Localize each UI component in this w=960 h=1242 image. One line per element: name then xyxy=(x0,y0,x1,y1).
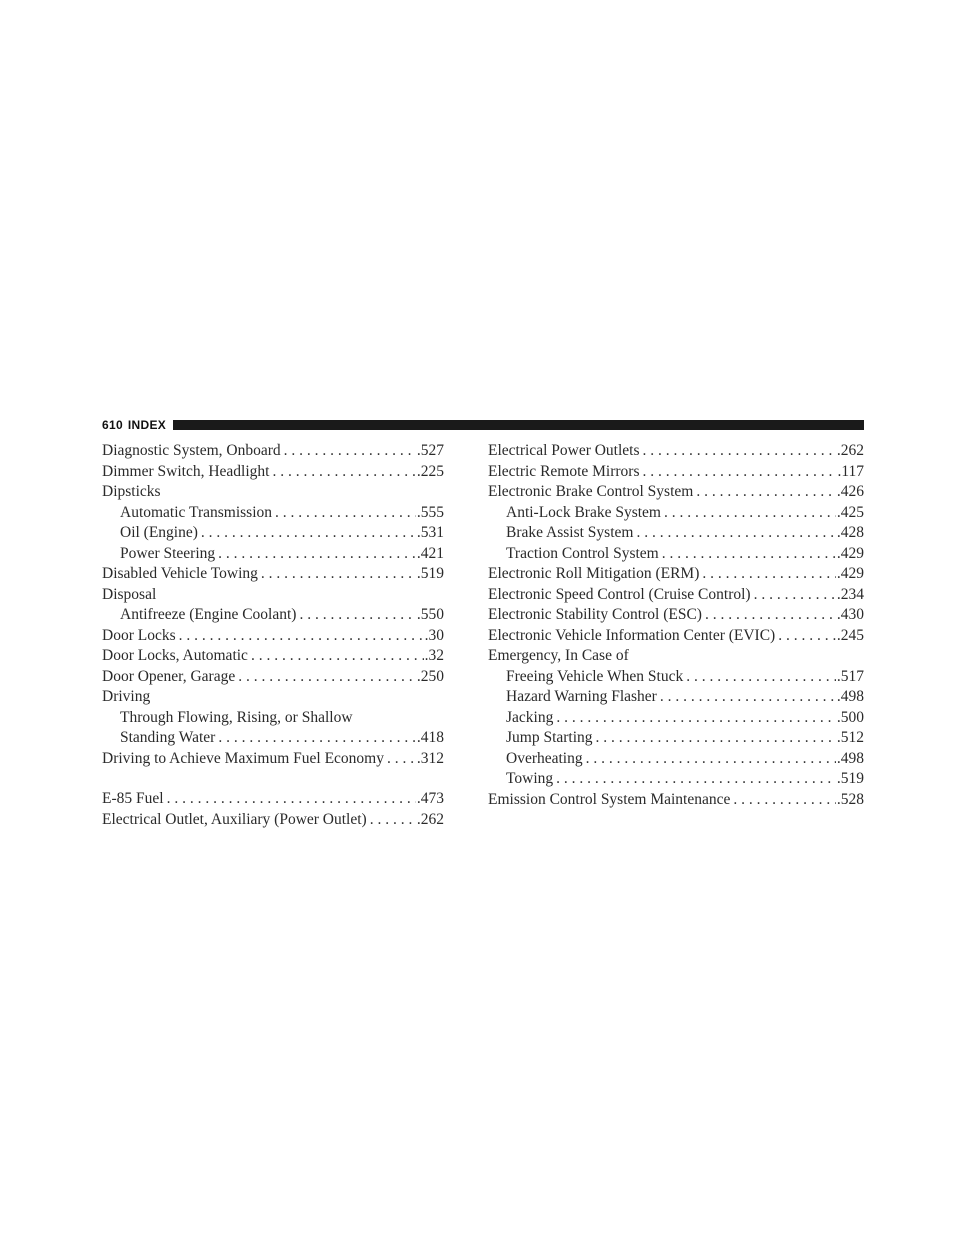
entry-label: Disabled Vehicle Towing xyxy=(102,565,258,582)
entry-label: Door Locks, Automatic xyxy=(102,647,248,664)
dot-leader xyxy=(284,441,416,462)
entry-page-number: .262 xyxy=(836,442,864,459)
entry-label: Electrical Power Outlets xyxy=(488,442,640,459)
index-subentry xyxy=(102,605,444,626)
dot-leader xyxy=(251,646,424,667)
dot-leader xyxy=(201,523,416,544)
entry-page-number: .527 xyxy=(416,442,444,459)
entry-page-number: .234 xyxy=(836,585,864,603)
index-heading: Emergency, In Case of xyxy=(488,647,629,664)
index-heading: Driving xyxy=(102,688,151,705)
entry-page-number: .555 xyxy=(416,503,444,521)
index-subentry xyxy=(102,503,444,524)
index-entry xyxy=(102,749,444,770)
index-entry xyxy=(488,462,864,483)
index-entry xyxy=(488,482,864,503)
entry-page-number: .430 xyxy=(836,606,864,623)
entry-label: Jump Starting xyxy=(506,729,593,746)
entry-page-number: .428 xyxy=(836,524,864,541)
entry-page-number: .528 xyxy=(836,790,864,808)
index-entry xyxy=(488,605,864,626)
entry-page-number: .429 xyxy=(836,565,864,582)
entry-label: Power Steering xyxy=(120,544,216,562)
index-entry xyxy=(102,789,444,810)
entry-page-number: .30 xyxy=(424,626,444,644)
index-subentry xyxy=(488,503,864,524)
page-header xyxy=(102,416,864,434)
dot-leader xyxy=(596,728,836,749)
entry-label: Driving to Achieve Maximum Fuel Economy xyxy=(102,749,384,767)
index-entry xyxy=(488,626,864,647)
dot-leader xyxy=(696,482,836,503)
entry-page-number: .512 xyxy=(836,729,864,746)
index-entry xyxy=(488,564,864,585)
entry-label: Towing xyxy=(506,770,554,787)
dot-leader xyxy=(702,564,836,585)
dot-leader xyxy=(218,728,416,749)
dot-leader xyxy=(179,626,424,647)
entry-label: Oil (Engine) xyxy=(120,524,198,541)
dot-leader xyxy=(167,789,416,810)
entry-page-number: .500 xyxy=(836,708,864,726)
entry-page-number: .245 xyxy=(836,626,864,644)
dot-leader xyxy=(556,769,836,790)
entry-label: Traction Control System xyxy=(506,544,659,562)
dot-leader xyxy=(556,708,836,729)
entry-page-number: .519 xyxy=(836,770,864,787)
entry-label: Door Locks xyxy=(102,626,176,644)
dot-leader xyxy=(299,605,415,626)
entry-page-number: .250 xyxy=(416,667,444,685)
index-subentry xyxy=(488,687,864,708)
dot-leader xyxy=(643,441,836,462)
index-subentry xyxy=(488,667,864,688)
dot-leader xyxy=(778,626,836,647)
entry-label: Dimmer Switch, Headlight xyxy=(102,462,270,480)
entry-label: Door Opener, Garage xyxy=(102,667,236,685)
dot-leader xyxy=(636,523,835,544)
entry-page-number: .426 xyxy=(836,483,864,500)
index-entry xyxy=(102,462,444,483)
entry-page-number: .429 xyxy=(836,544,864,562)
index-column-left xyxy=(102,441,444,830)
dot-leader xyxy=(272,462,415,483)
dot-leader xyxy=(660,687,836,708)
index-entry xyxy=(488,585,864,606)
entry-label: Electrical Outlet, Auxiliary (Power Outlet) xyxy=(102,810,367,828)
entry-label: Electronic Roll Mitigation (ERM) xyxy=(488,565,700,582)
entry-label: Emission Control System Maintenance xyxy=(488,790,731,808)
entry-page-number: .517 xyxy=(836,667,864,685)
entry-label: Anti-Lock Brake System xyxy=(506,503,661,521)
dot-leader xyxy=(686,667,836,688)
dot-leader xyxy=(387,749,416,770)
index-entry xyxy=(102,646,444,667)
dot-leader xyxy=(705,605,836,626)
index-subentry xyxy=(488,728,864,749)
dot-leader xyxy=(218,544,416,565)
page-number: 610 xyxy=(102,418,123,432)
entry-page-number: .498 xyxy=(836,749,864,767)
entry-label: E-85 Fuel xyxy=(102,790,164,807)
index-column-right xyxy=(488,441,864,810)
entry-page-number: .425 xyxy=(836,503,864,521)
index-subentry xyxy=(488,523,864,544)
section-gap xyxy=(102,769,444,789)
entry-label: Brake Assist System xyxy=(506,524,634,541)
entry-label: Freeing Vehicle When Stuck xyxy=(506,667,684,685)
dot-leader xyxy=(754,585,836,606)
entry-page-number: .473 xyxy=(416,790,444,807)
entry-page-number: .418 xyxy=(416,729,444,746)
dot-leader xyxy=(238,667,416,688)
dot-leader xyxy=(370,810,416,831)
index-heading: Dipsticks xyxy=(102,483,161,500)
entry-label: Diagnostic System, Onboard xyxy=(102,442,281,459)
dot-leader xyxy=(662,544,836,565)
index-entry xyxy=(102,810,444,831)
index-subheading: Through Flowing, Rising, or Shallow xyxy=(120,708,353,726)
entry-label: Electronic Brake Control System xyxy=(488,483,694,500)
index-entry xyxy=(102,667,444,688)
index-subentry xyxy=(488,708,864,729)
entry-page-number: .32 xyxy=(424,647,444,664)
entry-page-number: .550 xyxy=(416,606,444,623)
entry-label: Electronic Speed Control (Cruise Control) xyxy=(488,585,751,603)
index-entry xyxy=(102,626,444,647)
entry-page-number: .421 xyxy=(416,544,444,562)
index-subentry xyxy=(102,544,444,565)
index-entry xyxy=(488,441,864,462)
entry-page-number: .519 xyxy=(416,565,444,582)
index-heading: Disposal xyxy=(102,585,157,603)
index-subentry xyxy=(488,769,864,790)
index-entry xyxy=(488,790,864,811)
entry-page-number: .498 xyxy=(836,688,864,705)
index-subentry xyxy=(102,523,444,544)
section-title: INDEX xyxy=(127,418,167,432)
entry-label: Hazard Warning Flasher xyxy=(506,688,657,705)
dot-leader xyxy=(664,503,836,524)
index-subentry xyxy=(488,749,864,770)
header-rule xyxy=(173,420,864,430)
index-entry xyxy=(102,441,444,462)
entry-label: Electronic Vehicle Information Center (EVIC) xyxy=(488,626,776,644)
entry-page-number: .225 xyxy=(416,462,444,480)
index-subentry xyxy=(102,728,444,749)
entry-page-number: .312 xyxy=(416,749,444,767)
index-entry xyxy=(102,564,444,585)
dot-leader xyxy=(586,749,836,770)
entry-label: Automatic Transmission xyxy=(120,503,273,521)
entry-label: Antifreeze (Engine Coolant) xyxy=(120,606,297,623)
dot-leader xyxy=(643,462,837,483)
entry-label: Electronic Stability Control (ESC) xyxy=(488,606,702,623)
entry-page-number: .262 xyxy=(416,810,444,828)
entry-page-number: .117 xyxy=(837,462,864,480)
entry-label: Electric Remote Mirrors xyxy=(488,462,640,480)
dot-leader xyxy=(261,564,416,585)
dot-leader xyxy=(275,503,416,524)
entry-label: Standing Water xyxy=(120,729,216,746)
dot-leader xyxy=(733,790,835,811)
entry-label: Jacking xyxy=(506,708,554,726)
entry-label: Overheating xyxy=(506,749,583,767)
entry-page-number: .531 xyxy=(416,524,444,541)
index-subentry xyxy=(488,544,864,565)
